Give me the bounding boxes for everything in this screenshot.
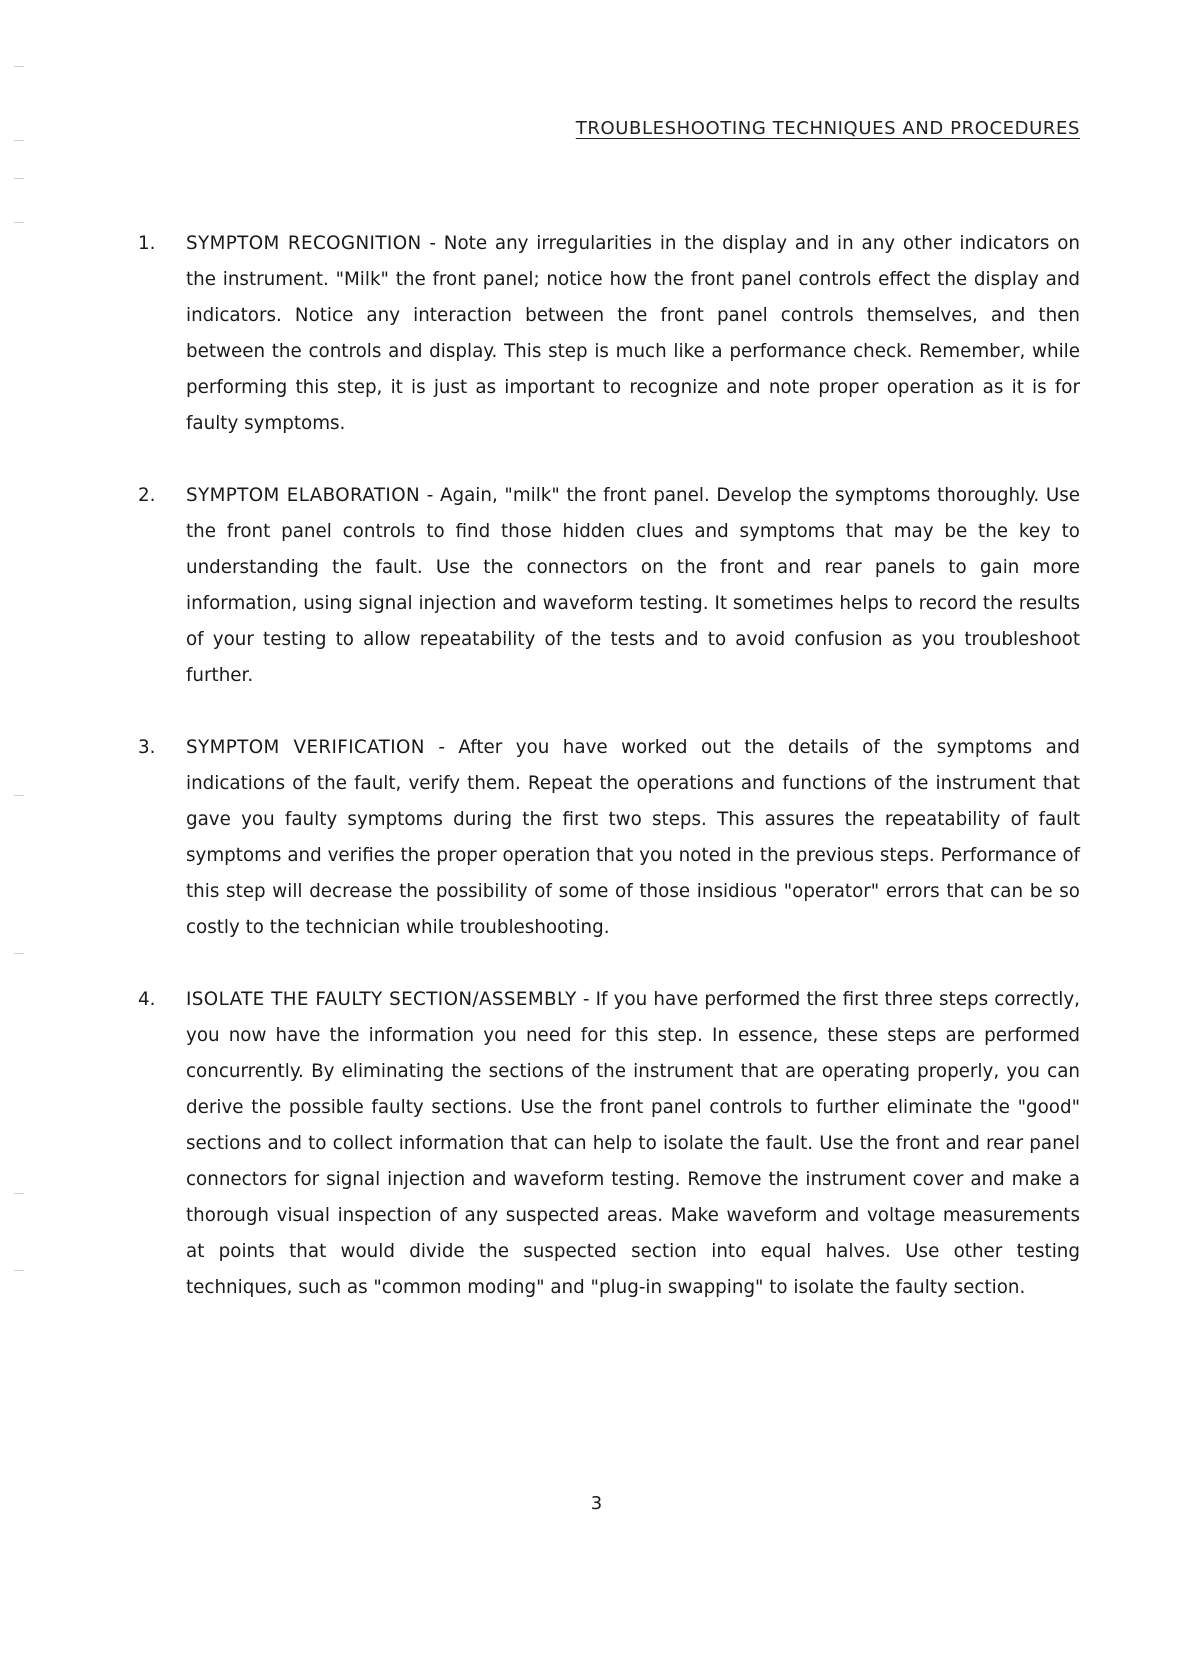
item-number: 3. — [138, 737, 156, 758]
item-title: ISOLATE THE FAULTY SECTION/ASSEMBLY — [186, 989, 577, 1010]
scan-margin-mark — [14, 66, 24, 67]
scan-margin-mark — [14, 953, 24, 954]
item-title: SYMPTOM RECOGNITION — [186, 233, 422, 254]
page-header-title: TROUBLESHOOTING TECHNIQUES AND PROCEDURES — [575, 118, 1080, 139]
list-item — [138, 730, 1080, 946]
scan-margin-mark — [14, 1270, 24, 1271]
item-text: - If you have performed the first three steps correctly, you now have the information you need for this step. In essence, these steps are performed concurrently. By eliminating the sections of the instrument that are operating properly, you can derive the possible faulty sections. Use the front panel controls to further eliminate the "good" sections and to collect information that can help to isolate the fault. Use the front and rear panel connectors for signal injection and waveform testing. Remove the instrument cover and make a thorough visual inspection of any suspected areas. Make waveform and voltage measurements at points that would divide the suspected section into equal halves. Use other testing techniques, such as "common moding" and "plug-in swapping" to isolate the faulty section. — [186, 989, 1080, 1298]
scan-margin-mark — [14, 795, 24, 796]
item-number: 2. — [138, 485, 156, 506]
page-number: 3 — [590, 1493, 603, 1514]
list-item — [138, 982, 1080, 1306]
item-title: SYMPTOM ELABORATION — [186, 485, 421, 506]
item-text: - Note any irregularities in the display and in any other indicators on the instrument. "Milk" the front panel; notice how the front panel controls effect the display and indicators. Notice any interaction between the front panel controls themselves, and then between the controls and display. This step is much like a performance check. Remember, while performing this step, it is just as important to recognize and note proper operation as it is for faulty symptoms. — [186, 233, 1080, 434]
list-item — [138, 478, 1080, 694]
procedure-list — [138, 226, 1080, 1342]
list-item — [138, 226, 1080, 442]
item-number: 4. — [138, 989, 156, 1010]
scan-margin-mark — [14, 178, 24, 179]
item-text: - Again, "milk" the front panel. Develop the symptoms thoroughly. Use the front panel controls to find those hidden clues and symptoms that may be the key to understanding the fault. Use the connectors on the front and rear panels to gain more information, using signal injection and waveform testing. It sometimes helps to record the results of your testing to allow repeatability of the tests and to avoid confusion as you troubleshoot further. — [186, 485, 1081, 686]
item-text: - After you have worked out the details of the symptoms and indications of the fault, verify them. Repeat the operations and functions of the instrument that gave you faulty symptoms during the first two steps. This assures the repeatability of fault symptoms and verifies the proper operation that you noted in the previous steps. Performance of this step will decrease the possibility of some of those insidious "operator" errors that can be so costly to the technician while troubleshooting. — [186, 737, 1080, 938]
item-number: 1. — [138, 233, 156, 254]
scan-margin-mark — [14, 222, 24, 223]
scan-margin-mark — [14, 140, 24, 141]
item-title: SYMPTOM VERIFICATION — [186, 737, 425, 758]
scan-margin-mark — [14, 1193, 24, 1194]
